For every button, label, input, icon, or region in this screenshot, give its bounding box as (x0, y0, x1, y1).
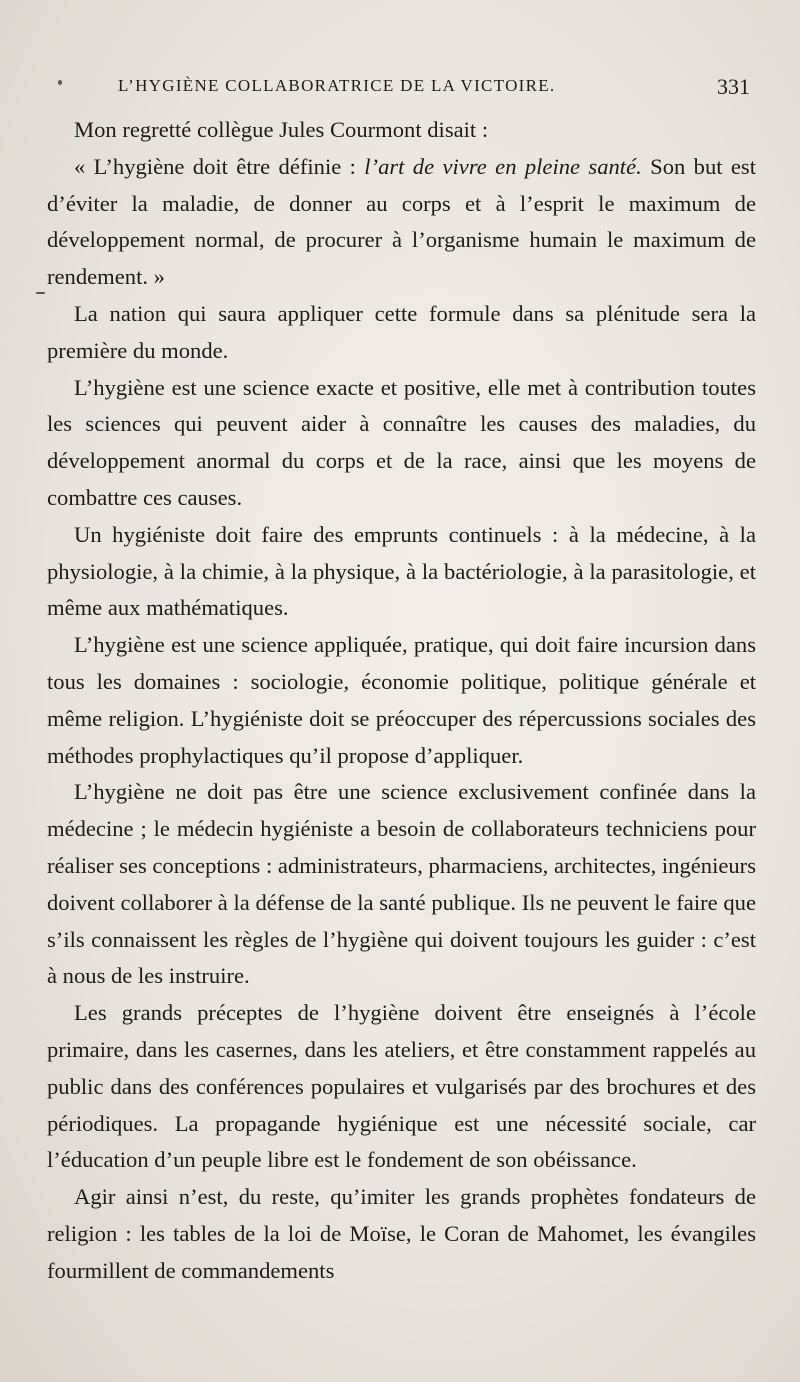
paragraph-6 (47, 627, 756, 774)
paragraph-text: Un hygiéniste doit faire des emprunts continuels : à la médecine, à la physiologie, à la chimie, à la physique, à la bactériologie, à la parasitologie, et même aux mathématiques. (47, 521, 756, 621)
quote-definition: l’art de vivre en pleine santé. (364, 153, 642, 179)
paragraph-4 (47, 370, 756, 517)
running-title: L’HYGIÈNE COLLABORATRICE DE LA VICTOIRE. (118, 76, 556, 95)
paragraph-text: L’hygiène est une science exacte et positive, elle met à contribution toutes les sciences qui peuvent aider à connaître les causes des maladies, du développement anormal du corps et de la race, ainsi que les moyens de combattre ces causes. (47, 374, 756, 510)
margin-mark (36, 292, 45, 294)
paragraph-text: Mon regretté collègue Jules Courmont disait : (74, 117, 489, 142)
paragraph-9 (47, 1179, 756, 1289)
page-header (48, 74, 750, 106)
paragraph-7 (47, 774, 756, 995)
paragraph-text: L’hygiène est une science appliquée, pratique, qui doit faire incursion dans tous les domaines : sociologie, économie politique, politique générale et même religion. L’hygiéniste doit se préoccuper des répercussions sociales des méthodes prophylactiques qu’il propose d’appliquer. (47, 632, 756, 768)
paragraph-text: L’hygiène ne doit pas être une science exclusivement confinée dans la médecine ; le médecin hygiéniste a besoin de collaborateurs techniciens pour réaliser ses conceptions : administrateurs, pharmaciens, architectes, ingénieurs doivent collaborer à la défense de la santé publique. Ils ne peuvent le faire que s’ils connaissent les règles de l’hygiène qui doivent toujours les guider : c’est à nous de les instruire. (47, 779, 756, 989)
page-number: 331 (717, 74, 750, 99)
quote-lead: « L’hygiène doit être définie : (74, 153, 365, 179)
page-body (47, 112, 756, 1290)
paragraph-3 (47, 296, 756, 370)
paragraph-text: Les grands préceptes de l’hygiène doivent être enseignés à l’école primaire, dans les casernes, dans les ateliers, et être constamment rappelés au public dans des conférences populaires et vulgarisés par des brochures et des périodiques. La propagande hygiénique est une nécessité sociale, car l’éducation d’un peuple libre est le fondement de son obéissance. (47, 1000, 756, 1173)
paragraph-text: Agir ainsi n’est, du reste, qu’imiter les grands prophètes fondateurs de religion : les tables de la loi de Moïse, le Coran de Mahomet, les évangiles fourmillent de commandements (47, 1184, 756, 1283)
paragraph-1 (47, 112, 756, 149)
quote-rest: Son but est d’éviter la maladie, de donner au corps et à l’esprit le maximum de développement normal, de procurer à l’organisme humain le maximum de rendement. » (47, 153, 756, 290)
paragraph-5 (47, 517, 756, 627)
paragraph-text: La nation qui saura appliquer cette formule dans sa plénitude sera la première du monde. (47, 300, 756, 363)
paragraph-2-quote (47, 149, 756, 296)
paragraph-8 (47, 995, 756, 1179)
